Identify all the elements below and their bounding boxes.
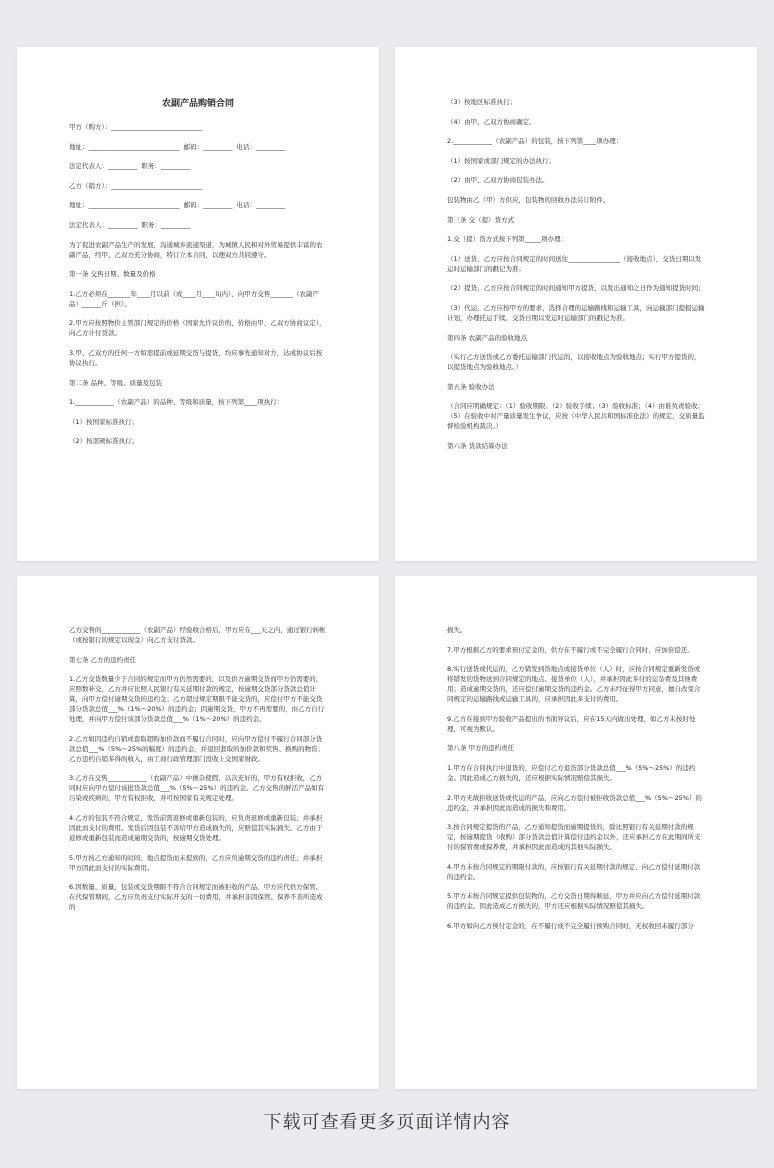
text-line: 1.交（提）货方式按下列第_____项办理： <box>447 235 567 244</box>
text-line: （2）提货，乙方应按合同规定的时间通知甲方提货，以发出通知之日作为通知提货时间； <box>447 284 705 293</box>
text-line: 第四条 农副产品的验收地点 <box>447 333 528 342</box>
text-line: 第二条 品种、等级、质量及包装 <box>69 378 163 387</box>
text-line: 3.甲、乙双方的任何一方如需提前或延期交货与提货，均应事先通知对方，达成协议后按协议执行。 <box>69 348 323 367</box>
text-line: 9.乙方在接到甲方验收产品提出的书面异议后，应在15天内做出处理，如乙方未按时处理，可视为默认。 <box>447 714 696 733</box>
text-line: （2）按部颁标准执行； <box>69 437 139 446</box>
text-line: 5.甲方未按合同规定提供包装物的，乙方交货日期得顺延，甲方并应向乙方偿付延期付款的违约金。因此造成乙方损失的，甲方还应根据实际情况赔偿其损失。 <box>447 892 701 911</box>
text-line: 法定代表人：_________ 职务：_________ <box>69 220 191 229</box>
text-line: （实行乙方送货或乙方委托运输部门代运的，以接收地点为验收地点；实行甲方提货的，以提货地点为验收地点。） <box>447 353 701 372</box>
document-page-4 <box>395 576 757 1089</box>
text-line: 1.乙方必须在_______年____月以前（或____月____旬内），向甲方交售_______（农副产品）______斤（担）。 <box>69 289 319 308</box>
text-line: 5.甲方按乙方通知的时间、地点提货而未提到的，乙方应负逾期交货的违约责任，并承担甲方因此而支付的实际费用。 <box>69 853 323 872</box>
text-line: 第五条 验收办法 <box>447 382 495 391</box>
text-line: 第三条 交（提）货方式 <box>447 215 515 224</box>
text-line: 8.实行送货或代运的，乙方错发到货地点或接货单位（人）时，应按合同规定重新发货或将错发的货物送到合同规定的地点、接货单位（人），并承担因此多付的运杂费及其他费用；造成逾期交货的，还应偿付逾期交货的违约金。乙方未经征得甲方同意，擅自改变合同规定的运输路线或运输工具的，应承担因此多支付的费用。 <box>447 665 701 704</box>
text-line: （4）由甲、乙双方协商确定。 <box>447 117 536 126</box>
text-line: 2.乙方如因违约自销或套取超购加价款而不履行合同时，应向甲方偿付不履行合同部分货款总值___%（5%～25%的幅度）的违约金，并退回套取的加价款和奖售、换购的物资；乙方违约自销多得的收入，由工商行政管理部门没收上交国家财政。 <box>69 734 325 763</box>
page-content <box>447 625 705 941</box>
text-line: 2.甲方无故拒收送货或代运的产品，应向乙方偿付被拒收货款总值___%（5%～25%）的违约金，并承担因此而造成的损失和费用。 <box>447 793 702 812</box>
text-line: （1）按国家标准执行； <box>69 417 139 426</box>
page-content <box>69 625 327 922</box>
document-page-1 <box>17 47 379 561</box>
text-line: 第六条 货款结算办法 <box>447 441 508 450</box>
text-line: 法定代表人：_________ 职务：_________ <box>69 162 191 171</box>
text-line: 为了促进农副产品生产的发展，沟通城乡流通渠道，为城镇人民和对外贸易提供丰富的农副产品，经甲、乙双方充分协商，特订立本合同，以便双方共同遵守。 <box>69 240 323 259</box>
text-line: 包装物由乙（甲）方供应，包装物的回收办法另订附件。 <box>447 195 610 204</box>
text-line: （1）按国家或部门规定的办法执行； <box>447 156 556 165</box>
text-line: 乙方交售的____________（农副产品）经验收合格后，甲方应在___天之内，通过银行转帐（或按银行的规定以现金）向乙方支付货款。 <box>69 626 326 644</box>
text-line: （1）送货，乙方应按合同规定的时间送往________________（接收地点），交货日期以发运时运输部门的戳记为准； <box>447 254 702 273</box>
text-line: 损失。 <box>447 626 467 634</box>
text-line: 4.甲方未按合同规定的期限付款的，应按银行有关延期付款的规定，向乙方偿付延期付款的违约金。 <box>447 862 701 881</box>
download-more-footer: 下载可查看更多页面详情内容 <box>263 1112 511 1133</box>
text-line: 地址：____________________________ 邮码：_________ 电话：_________ <box>69 201 286 210</box>
text-line: 3.乙方在交售____________（农副产品）中掺杂使假，以次充好的，甲方有权拒收，乙方同时应向甲方偿付该批货款总值___%（5%～25%）的违约金。乙方交售的鲜活产品如有污染或疾病的，甲方有权拒收，并可按国家有关规定处理。 <box>69 774 325 803</box>
text-line: 4.乙方的包装不符合规定，发货前需返修或重新包装的，应负责返修或重新包装，并承担因此而支付的费用。发货后因包装不善给甲方造成损失的，应赔偿其实际损失。乙方由于返修或重新包装而造成逾期交货的，按逾期交货处理。 <box>69 813 323 842</box>
text-line: 第八条 甲方的违约责任 <box>447 744 515 753</box>
text-line: 甲方（购方）：____________________________ <box>69 123 203 131</box>
text-line: 第一条 交售日期、数量及价格 <box>69 270 156 279</box>
text-line: 2.____________（农副产品）的包装，按下列第____项办理： <box>447 137 623 146</box>
text-line: 1.乙方交货数量少于合同的规定而甲方仍然需要的，以及供方逾期交货而甲方仍需要的，应照数补交，乙方并应比照人民银行有关延期付款的规定，按逾期交货部分货款总值计算，向甲方偿付逾期交货的违约金；乙方超过规定期限不能交货的，应偿付甲方不能交货部分货款总值___%（1%～20%）的违约金；因逾期交货，甲方不再需要的，由乙方自行处理，并向甲方偿付该部分货款总值___%（1%～20%）的违约金。 <box>69 675 325 724</box>
text-line: （3）按地区标准执行； <box>447 98 517 106</box>
text-line: （合同应明确规定：（1）验收期限；（2）验收手续；（3）验收标准；（4）由谁负责验收；（5）在验收中对产量质量发生争议，应按《中华人民共和国标准化法》的规定，交质量监督检验机构裁决。） <box>447 402 705 431</box>
text-line: （3）代运，乙方应按甲方的要求，选择合理的运输路线和运输工具，向运输部门提报运输计划，办理托运手续。交货日期以发运时运输部门的戳记为准。 <box>447 303 705 322</box>
document-page-3 <box>17 576 379 1089</box>
text-line: （2）由甲、乙双方协商包装办法。 <box>447 176 549 185</box>
text-line: 地址：____________________________ 邮码：_________ 电话：_________ <box>69 142 286 151</box>
text-line: 3.按合同规定提货的产品，乙方通知提货而逾期提货的，除比照银行有关延期付款的规定，按逾期提货（收购）部分货款总值计算偿付违约金以外，还应承担乙方在此期间所支付的保管费或保养费，并承担因此而造成的其他实际损失。 <box>447 823 701 852</box>
page-content <box>69 97 327 456</box>
text-line: 第七条 乙方的违约责任 <box>69 655 137 664</box>
text-line: 6.因数量、质量、包装或交货期限不符合合同规定而被拒收的产品，甲方应代供方保管。在代保管期间，乙方应负责支付实际开支的一切费用，并承担非因保管、保养不善所造成的 <box>69 883 323 912</box>
page-content <box>447 97 705 461</box>
text-line: 1.甲方在合同执行中退货的，应偿付乙方退货部分货款总值___%（5%～25%）的违约金。因此造成乙方损失的，还应根据实际情况赔偿其损失。 <box>447 763 696 782</box>
text-line: 1.____________（农副产品）的品种、等级和质量，按下列第____项执行： <box>69 398 284 407</box>
text-line: 2.甲方应按照物价主管部门规定的价格（国家允许议价的，价格由甲、乙双方协商议定），向乙方计付货款。 <box>69 319 326 338</box>
document-page-2 <box>395 47 757 561</box>
contract-title: 农副产品购销合同 <box>161 99 234 109</box>
text-line: 乙方（销方）：____________________________ <box>69 181 203 190</box>
text-line: 6.甲方如向乙方预付定金的，在不履行或不完全履行预购合同时，无权收回未履行部分 <box>447 921 694 930</box>
text-line: 7.甲方根据乙方的要求预付定金的，供方在不履行或不完全履行合同时，应加倍偿还。 <box>447 645 694 654</box>
